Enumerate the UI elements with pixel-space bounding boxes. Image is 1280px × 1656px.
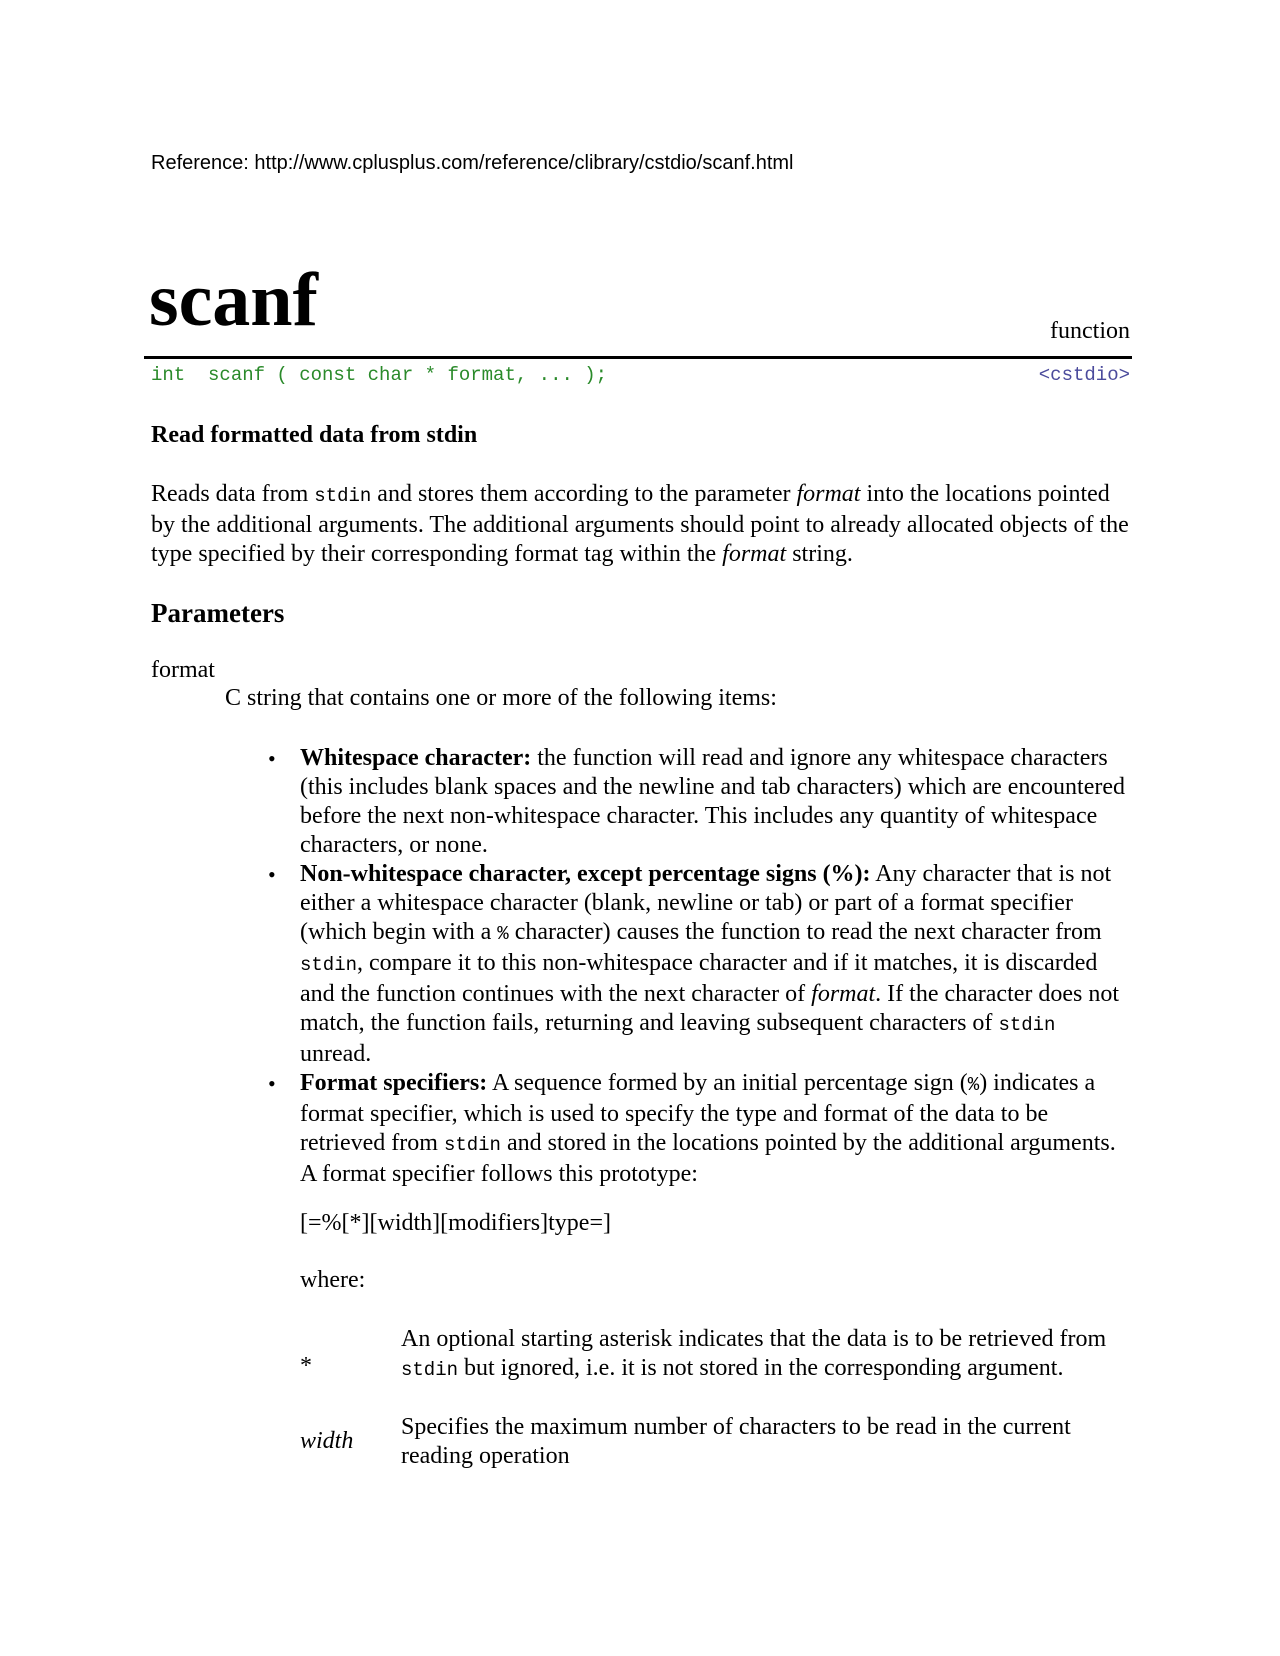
list-item: • Whitespace character: the function will read and ignore any whitespace characters (this includes blank spaces and the newline and tab characters) which are encountered before the next non-whitespace character. This includes any quantity of whitespace characters, or none. [268,745,1125,858]
bullet-icon: • [268,746,276,771]
entity-kind: function [1050,318,1130,344]
function-summary: Read formatted data from stdin [151,422,478,448]
page-title: scanf [149,258,318,342]
parameter-name: format [151,657,215,683]
reference-url: Reference: http://www.cplusplus.com/reference/clibrary/cstdio/scanf.html [151,152,794,174]
subspecifier-description: Specifies the maximum number of characters to be read in the current reading operation [401,1414,1071,1469]
title-divider [144,356,1132,359]
subspecifier-symbol: * [300,1353,312,1379]
format-specifier-prototype: [=%[*][width][modifiers]type=] [300,1210,611,1236]
bullet-icon: • [268,862,276,887]
header-file-link[interactable]: <cstdio> [1038,364,1130,386]
parameter-description: C string that contains one or more of the following items: [225,685,777,711]
list-item: • Format specifiers: A sequence formed by an initial percentage sign (%) indicates a format specifier, which is used to specify the type and format of the data to be retrieved from stdin and stored in the locations pointed by the additional arguments. A format specifier follows this prototype: [268,1070,1116,1187]
subspecifier-description: An optional starting asterisk indicates that the data is to be retrieved from stdin but ignored, i.e. it is not stored in the corresponding argument. [401,1326,1107,1381]
function-prototype: int scanf ( const char * format, ... ); [151,364,608,386]
subspecifier-symbol: width [300,1428,354,1454]
format-items-list [268,744,1130,1189]
bullet-icon: • [268,1071,276,1096]
list-item: • Non-whitespace character, except percentage signs (%): Any character that is not either a whitespace character (blank, newline or tab) or part of a format specifier (which begin with a % character) causes the function to read the next character from stdin, compare it to this non-whitespace character and if it matches, it is discarded and the function continues with the next character of format. If the character does not match, the function fails, returning and leaving subsequent characters of stdin unread. [268,861,1120,1067]
parameters-heading: Parameters [151,598,285,628]
where-label: where: [300,1267,366,1293]
function-description: Reads data from stdin and stores them according to the parameter format into the locations pointed by the additional arguments. The additional arguments should point to already allocated objects of the type specified by their corresponding format tag within the format string. [151,481,1129,567]
